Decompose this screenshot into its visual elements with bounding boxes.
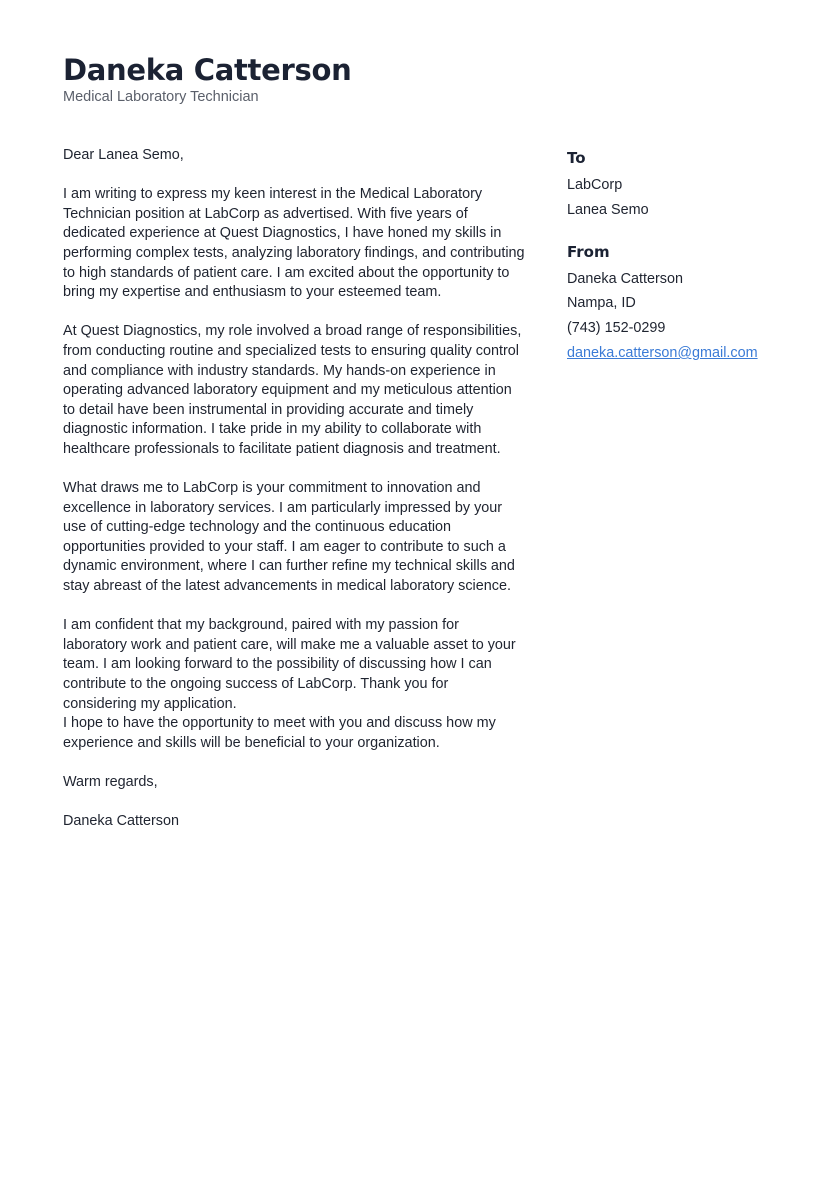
- letter-paragraph: I am writing to express my keen interest in the Medical Laboratory Technician position at LabCorp as advertised. With five years of dedicated experience at Quest Diagnostics, I have honed my skills in performing complex tests, analyzing laboratory findings, and contributing to high standards of patient care. I am excited about the opportunity to bring my expertise and enthusiasm to your esteemed team.: [63, 186, 525, 301]
- sender-heading: From: [567, 242, 610, 261]
- letter-greeting: Dear Lanea Semo,: [63, 147, 184, 163]
- letter-signature: Daneka Catterson: [63, 813, 179, 830]
- applicant-name: Daneka Catterson: [63, 53, 352, 87]
- recipient-company: LabCorp: [567, 177, 623, 193]
- recipient-name: Lanea Semo: [567, 201, 649, 218]
- sender-email-link[interactable]: daneka.catterson@gmail.com: [567, 344, 758, 361]
- sender-section: [567, 240, 807, 366]
- closing-paragraph-part: I am confident that my background, paired with my passion for laboratory work and patient care, will make me a valuable asset to your team. I am looking forward to the possibility of discussing how I can contribute to the ongoing success of LabCorp. Thank you for considering my application.: [63, 617, 516, 712]
- sender-name: Daneka Catterson: [567, 270, 683, 287]
- letter-signoff: Warm regards,: [63, 774, 158, 790]
- letter-paragraph: At Quest Diagnostics, my role involved a broad range of responsibilities, from conducting routine and specialized tests to ensuring quality control and compliance with industry standards. My hands-on experience in operating advanced laboratory equipment and my meticulous attention to detail have been instrumental in providing accurate and timely diagnostic information. I take pride in my ability to collaborate with healthcare professionals to facilitate patient diagnosis and treatment.: [63, 323, 522, 457]
- recipient-heading: To: [567, 149, 586, 167]
- sender-location: Nampa, ID: [567, 295, 636, 312]
- letter-body: [63, 146, 525, 851]
- letter-paragraph: What draws me to LabCorp is your commitment to innovation and excellence in laboratory services. I am particularly impressed by your use of cutting-edge technology and the continuous education opportunities provided to your staff. I am eager to contribute to such a dynamic environment, where I can further refine my technical skills and stay abreast of the latest advancements in medical laboratory science.: [63, 480, 515, 595]
- sender-email-row: [567, 341, 807, 366]
- job-title: Medical Laboratory Technician: [63, 89, 259, 105]
- contact-sidebar: [567, 146, 807, 383]
- recipient-section: [567, 146, 807, 223]
- sender-phone: (743) 152-0299: [567, 320, 666, 337]
- closing-paragraph-part: I hope to have the opportunity to meet with you and discuss how my experience and skills will be beneficial to your organization.: [63, 715, 496, 751]
- letter-closing-paragraph: [63, 616, 525, 753]
- document-header: [63, 52, 352, 106]
